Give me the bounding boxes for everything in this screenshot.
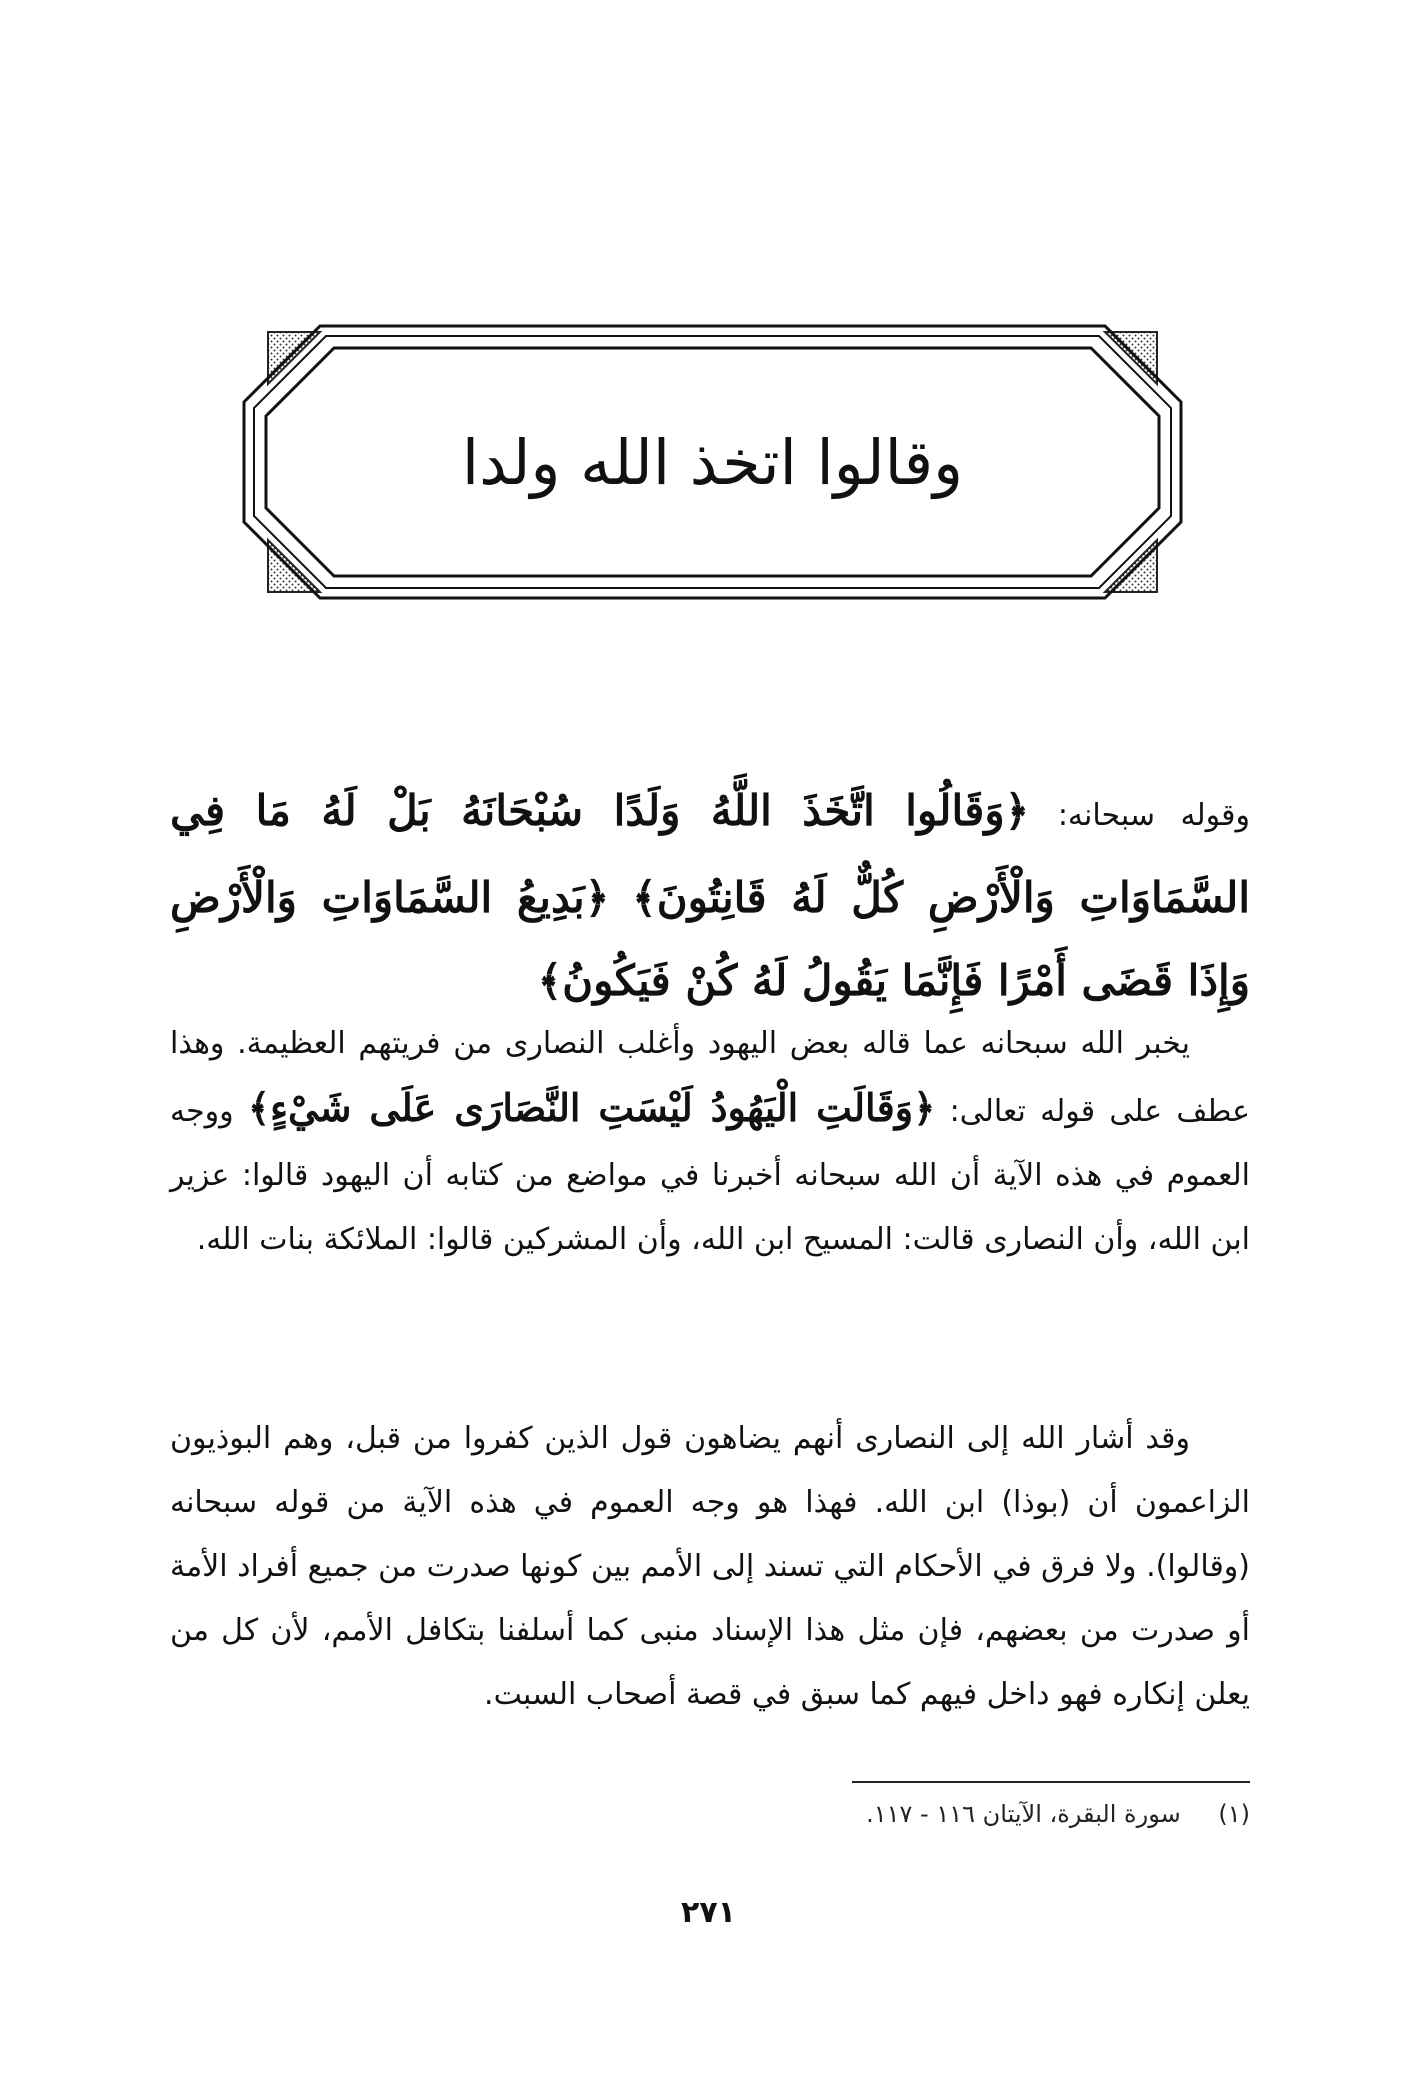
page-title: وقالوا اتخذ الله ولدا [461, 425, 964, 499]
paragraph-1-verse: ﴿وَقَالَتِ الْيَهُودُ لَيْسَتِ النَّصَارَى عَلَى شَيْءٍ﴾ [247, 1085, 936, 1130]
quran-verses [170, 770, 1250, 1023]
verse-1: ﴿وَقَالُوا اتَّخَذَ اللَّهُ وَلَدًا سُبْحَانَهُ بَلْ لَهُ مَا فِي السَّمَاوَاتِ وَالْأَرْضِ كُلٌّ لَهُ قَانِتُونَ﴾ [170, 786, 1251, 922]
verse-2: ﴿بَدِيعُ السَّمَاوَاتِ وَالْأَرْضِ وَإِذَا قَضَى أَمْرًا فَإِنَّمَا يَقُولُ لَهُ كُنْ فَيَكُونُ﴾ [170, 873, 1250, 1005]
footnote [500, 1800, 1250, 1828]
paragraph-2 [170, 1407, 1250, 1727]
title-frame [240, 322, 1185, 602]
paragraph-1-text: يخبر الله سبحانه عما قاله بعض اليهود وأغلب النصارى من فريتهم العظيمة. وهذا عطف على قوله تعالى: [170, 1026, 1250, 1129]
footnote-marker: (١) [1218, 1800, 1250, 1828]
paragraph-1 [170, 1012, 1250, 1272]
paragraph-1-continuation: ووجه العموم في هذه الآية أن الله سبحانه أخبرنا في مواضع من كتابه أن اليهود قالوا: عزير ابن الله، وأن النصارى قالت: المسيح ابن الله، وأن المشركين قالوا: الملائكة بنات الله. [170, 1094, 1250, 1257]
page-number: ٢٧١ [681, 1895, 736, 1930]
paragraph-2-text: وقد أشار الله إلى النصارى أنهم يضاهون قول الذين كفروا من قبل، وهم البوذيون الزاعمون أن (بوذا) ابن الله. فهذا هو وجه العموم في هذه الآية من قوله سبحانه (وقالوا). ولا فرق في الأحكام التي تسند إلى الأمم بين كونها صدرت من جميع أفراد الأمة أو صدرت من بعضهم، فإن مثل هذا الإسناد منبى كما أسلفنا بتكافل الأمم، لأن كل من يعلن إنكاره فهو داخل فيهم كما سبق في قصة أصحاب السبت. [170, 1421, 1250, 1712]
footnote-text: سورة البقرة، الآيتان ١١٦ - ١١٧. [866, 1800, 1181, 1828]
verse-intro: وقوله سبحانه: [1057, 798, 1251, 833]
footnote-divider [852, 1781, 1250, 1783]
